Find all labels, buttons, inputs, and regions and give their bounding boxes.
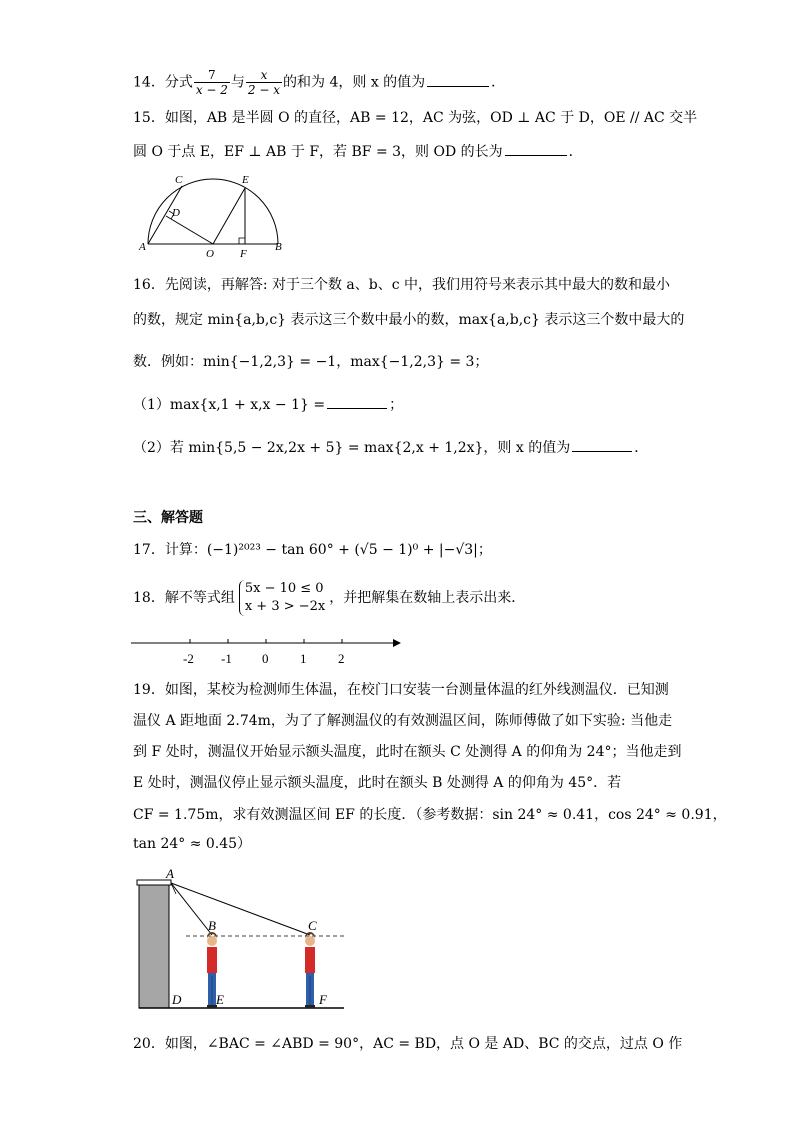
question-18: 18．解不等式组 5x − 10 ≤ 0 x + 3 > −2x ，并把解集在数轴上表示出来． <box>133 581 526 614</box>
tick-label: 1 <box>300 651 307 666</box>
label-C: C <box>175 174 183 186</box>
tick-label: -1 <box>221 651 232 666</box>
shoe <box>305 1005 315 1008</box>
q15-line2: 圆 O 于点 E，EF ⊥ AB 于 F，若 BF = 3，则 OD 的长为 ． <box>133 141 583 162</box>
question-17: 17．计算：(−1)²⁰²³ − tan 60° + (√5 − 1)⁰ + |−√3|； <box>133 542 492 558</box>
q15-line1: 15．如图，AB 是半圆 O 的直径，AB = 12，AC 为弦，OD ⊥ AC 于 D，OE // AC 交半 <box>133 110 698 126</box>
q16-sub1: （1）max{x,1 + x,x − 1} = ； <box>133 394 403 415</box>
label-E: E <box>242 174 249 186</box>
q19-figure <box>134 866 350 1016</box>
wall <box>139 884 169 1008</box>
q19-line6: tan 24° ≈ 0.45） <box>133 836 252 852</box>
label-A: A <box>166 866 174 881</box>
number-line <box>131 636 406 668</box>
tick-label: 0 <box>262 651 269 666</box>
q18-inequality-system: 5x − 10 ≤ 0 x + 3 > −2x <box>239 580 325 616</box>
label-E: E <box>216 992 224 1007</box>
label-F: F <box>240 248 247 258</box>
head <box>305 936 315 946</box>
tick-label: 2 <box>338 651 345 666</box>
tick-label: -2 <box>183 651 194 666</box>
person-at-F <box>305 932 315 1008</box>
q14-fraction-2: $\frac{x}{2 - x}$ <box>247 68 281 97</box>
q14-number: 14．分式 <box>133 74 193 91</box>
segment-OD <box>166 216 213 244</box>
label-A: A <box>139 241 146 253</box>
label-B: B <box>208 918 216 933</box>
q14-fraction-1: $\frac{7}{x - 2}$ <box>195 68 228 97</box>
label-C: C <box>308 918 317 933</box>
q19-line1: 19．如图，某校为检测师生体温，在校门口安装一台测量体温的红外线测温仪．已知测 <box>133 682 669 698</box>
segment-OE <box>213 188 245 244</box>
number-line-arrow-icon <box>393 639 401 647</box>
q16-line3: 数．例如：min{−1,2,3} = −1，max{−1,2,3} = 3； <box>133 354 489 370</box>
q16-sub1-answer-blank[interactable] <box>327 394 387 409</box>
right-angle-F <box>239 238 245 244</box>
q14-answer-blank[interactable] <box>427 72 489 87</box>
q15-answer-blank[interactable] <box>505 141 567 156</box>
question-14: 14．分式 $\frac{7}{x - 2}$ 与 $\frac{x}{2 - x}$ 的和为 4，则 x 的值为 ． <box>133 68 506 97</box>
label-B: B <box>275 241 282 253</box>
q16-line1: 16．先阅读，再解答: 对于三个数 a、b、c 中，我们用符号来表示其中最大的数和最小 <box>133 277 671 293</box>
q19-line5: CF = 1.75m，求有效测温区间 EF 的长度．（参考数据：sin 24° ≈ 0.41，cos 24° ≈ 0.91， <box>133 807 727 823</box>
q16-sub2-answer-blank[interactable] <box>572 437 632 452</box>
q19-line2: 温仪 A 距地面 2.74m，为了了解测温仪的有效测温区间，陈师傅做了如下实验: 当他走 <box>133 713 673 729</box>
label-D: D <box>172 992 182 1007</box>
shirt <box>305 947 315 973</box>
head <box>207 936 217 946</box>
q20-line1: 20．如图，∠BAC = ∠ABD = 90°，AC = BD，点 O 是 AD、BC 的交点，过点 O 作 <box>133 1036 683 1052</box>
q15-figure <box>136 172 296 258</box>
label-D: D <box>172 207 180 219</box>
label-F: F <box>319 992 327 1007</box>
q19-line4: E 处时，测温仪停止显示额头温度，此时在额头 B 处测得 A 的仰角为 45°．若 <box>133 775 622 791</box>
q16-sub2: （2）若 min{5,5 − 2x,2x + 5} = max{2,x + 1,2x}，则 x 的值为 ． <box>133 437 648 458</box>
shirt <box>207 947 217 973</box>
q19-line3: 到 F 处时，测温仪开始显示额头温度，此时在额头 C 处测得 A 的仰角为 24°；当他走到 <box>133 744 682 760</box>
q16-line2: 的数，规定 min{a,b,c} 表示这三个数中最小的数，max{a,b,c} 表示这三个数中最大的 <box>133 312 685 328</box>
label-O: O <box>206 248 214 258</box>
section-3-title: 三、解答题 <box>133 510 203 526</box>
